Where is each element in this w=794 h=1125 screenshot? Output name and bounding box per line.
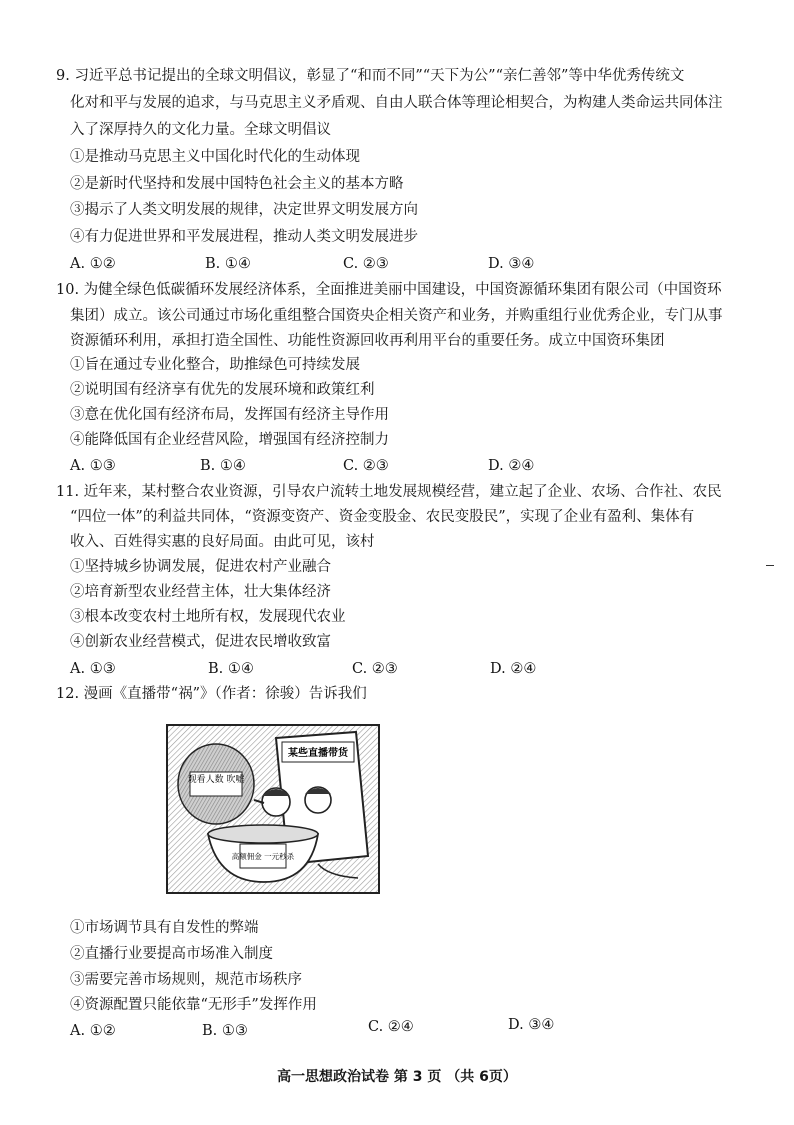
q12-stem-line-1: 12. 漫画《直播带“祸”》（作者：徐骏）告诉我们 [56, 686, 367, 702]
q11-choice-b: B. ①④ [208, 661, 254, 677]
bowl-label: 高额佣金 一元秒杀 [231, 852, 295, 861]
q9-choice-b: B. ①④ [205, 256, 251, 272]
q10-option-3: ③意在优化国有经济布局，发挥国有经济主导作用 [70, 407, 389, 423]
q9-option-1: ①是推动马克思主义中国化时代化的生动体现 [70, 149, 360, 165]
q10-stem-line-3: 资源循环利用，承担打造全国性、功能性资源回收再利用平台的重要任务。成立中国资环集团 [70, 333, 665, 349]
q10-choice-c: C. ②③ [343, 458, 389, 474]
q9-option-4: ④有力促进世界和平发展进程，推动人类文明发展进步 [70, 229, 418, 245]
q12-option-3: ③需要完善市场规则，规范市场秩序 [70, 972, 302, 988]
q9-choice-a: A. ①② [70, 256, 116, 272]
q9-stem-line-2: 化对和平与发展的追求，与马克思主义矛盾观、自由人联合体等理论相契合，为构建人类命运共同体注 [70, 95, 723, 111]
q12-option-1: ①市场调节具有自发性的弊端 [70, 920, 259, 936]
q9-option-3: ③揭示了人类文明发展的规律，决定世界文明发展方向 [70, 202, 418, 218]
phone-sign-label: 某些直播带货 [288, 748, 348, 759]
cartoon-drawing [168, 726, 378, 892]
q10-stem-line-2: 集团）成立。该公司通过市场化重组整合国资央企相关资产和业务，并购重组行业优秀企业，专门从事 [70, 308, 723, 324]
q10-option-1: ①旨在通过专业化整合，助推绿色可持续发展 [70, 357, 360, 373]
q10-option-4: ④能降低国有企业经营风险，增强国有经济控制力 [70, 432, 389, 448]
q10-choice-b: B. ①④ [200, 458, 246, 474]
q11-stem-line-3: 收入、百姓得实惠的良好局面。由此可见，该村 [70, 534, 375, 550]
q10-stem-line-1: 10. 为健全绿色低碳循环发展经济体系，全面推进美丽中国建设，中国资源循环集团有限公司（中国资环 [56, 282, 722, 298]
q11-stem-line-2: “四位一体”的利益共同体，“资源变资产、资金变股金、农民变股民”，实现了企业有盈利、集体有 [70, 509, 695, 525]
page-footer: 高一思想政治试卷 第 3 页 （共 6页） [277, 1069, 517, 1085]
q12-choice-a: A. ①② [70, 1023, 116, 1039]
q10-choice-a: A. ①③ [70, 458, 116, 474]
q11-option-4: ④创新农业经营模式，促进农民增收致富 [70, 634, 331, 650]
q11-choice-a: A. ①③ [70, 661, 116, 677]
q12-option-4: ④资源配置只能依靠“无形手”发挥作用 [70, 997, 317, 1013]
q9-stem-line-1: 9. 习近平总书记提出的全球文明倡议，彰显了“和而不同”“天下为公”“亲仁善邻”等中华优秀传统文 [56, 68, 685, 84]
q12-option-2: ②直播行业要提高市场准入制度 [70, 946, 273, 962]
q11-option-3: ③根本改变农村土地所有权，发展现代农业 [70, 609, 346, 625]
q10-choice-d: D. ②④ [488, 458, 535, 474]
q11-option-2: ②培育新型农业经营主体，壮大集体经济 [70, 584, 331, 600]
q9-choice-c: C. ②③ [343, 256, 389, 272]
q9-stem-line-3: 入了深厚持久的文化力量。全球文明倡议 [70, 122, 331, 138]
edge-mark [766, 565, 774, 566]
q9-option-2: ②是新时代坚持和发展中国特色社会主义的基本方略 [70, 176, 404, 192]
q10-option-2: ②说明国有经济享有优先的发展环境和政策红利 [70, 382, 375, 398]
balloon-label: 观看人数 吹嘘 [187, 775, 245, 785]
q12-choice-b: B. ①③ [202, 1023, 248, 1039]
q9-choice-d: D. ③④ [488, 256, 535, 272]
q11-option-1: ①坚持城乡协调发展，促进农村产业融合 [70, 559, 331, 575]
q12-choice-c: C. ②④ [368, 1019, 414, 1035]
q12-choice-d: D. ③④ [508, 1017, 555, 1033]
q11-stem-line-1: 11. 近年来，某村整合农业资源，引导农户流转土地发展规模经营，建立起了企业、农场、合作社、农民 [56, 484, 722, 500]
q11-choice-d: D. ②④ [490, 661, 537, 677]
q11-choice-c: C. ②③ [352, 661, 398, 677]
cartoon-image [166, 724, 380, 894]
